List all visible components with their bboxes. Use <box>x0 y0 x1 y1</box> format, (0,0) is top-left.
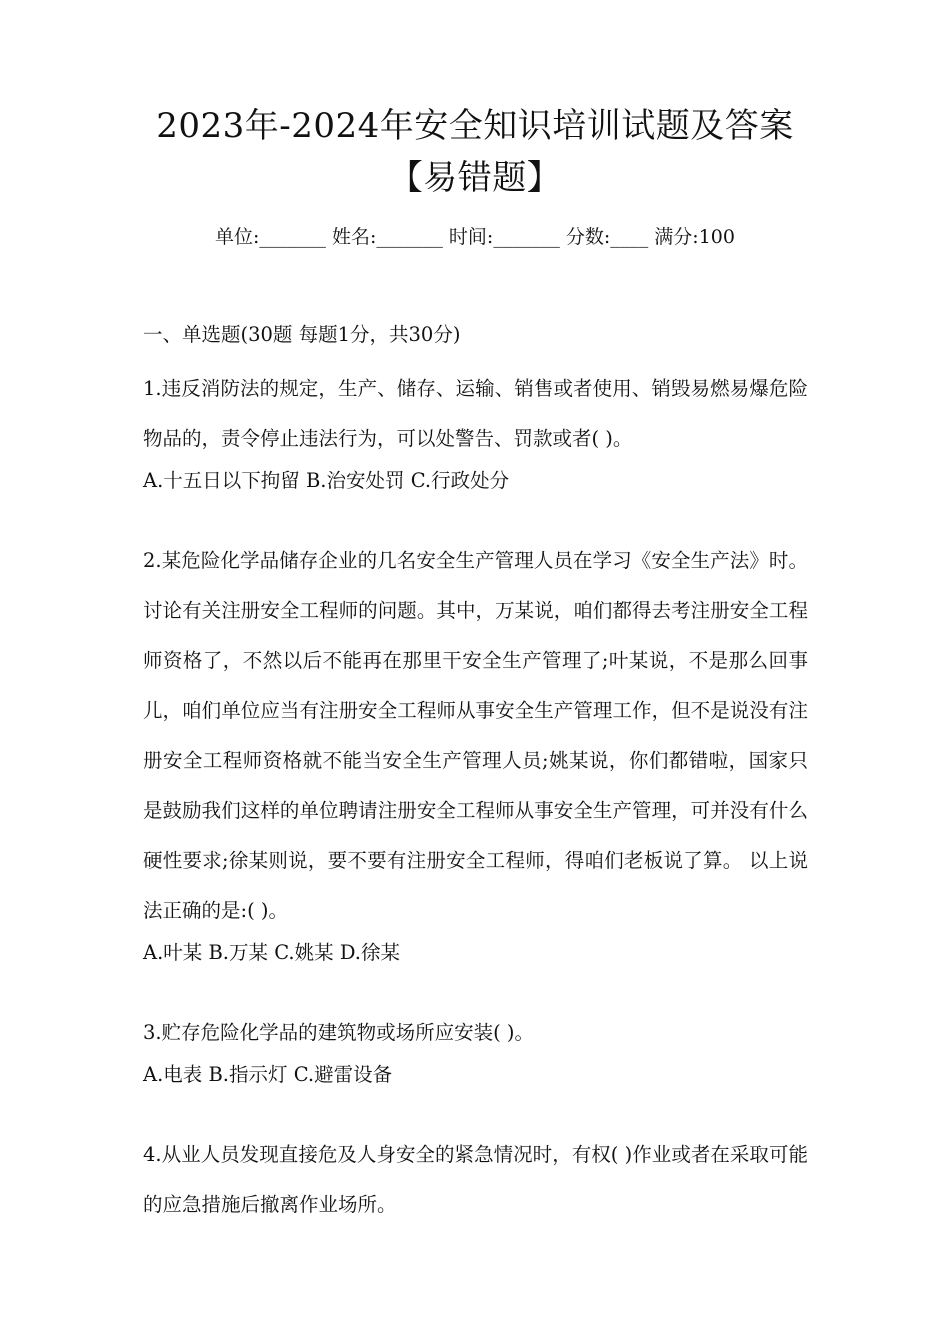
question-text: 2.某危险化学品储存企业的几名安全生产管理人员在学习《安全生产法》时。讨论有关注册安全工程师的问题。其中，万某说，咱们都得去考注册安全工程师资格了，不然以后不能再在那里干安全生产管理了;叶某说，不是那么回事儿，咱们单位应当有注册安全工程师从事安全生产管理工作，但不是说没有注册安全工程师资格就不能当安全生产管理人员;姚某说，你们都错啦，国家只是鼓励我们这样的单位聘请注册安全工程师从事安全生产管理，可并没有什么硬性要求;徐某则说，要不要有注册安全工程师，得咱们老板说了算。 以上说法正确的是:( )。 <box>143 549 808 922</box>
section-heading: 一、单选题(30题 每题1分，共30分) <box>143 323 461 346</box>
title-line-1: 2023年-2024年安全知识培训试题及答案 <box>156 106 794 146</box>
question-options: A.电表 B.指示灯 C.避雷设备 <box>143 1063 393 1086</box>
title-line-2: 【易错题】 <box>388 158 562 198</box>
question-4 <box>143 1130 808 1230</box>
question-text: 1.违反消防法的规定，生产、储存、运输、销售或者使用、销毁易燃易爆危险物品的，责令停止违法行为，可以处警告、罚款或者( )。 <box>143 377 808 450</box>
question-2 <box>143 536 808 970</box>
question-1 <box>143 364 808 498</box>
question-options: A.叶某 B.万某 C.姚某 D.徐某 <box>143 941 400 964</box>
document-body <box>143 318 808 1240</box>
question-text: 4.从业人员发现直接危及人身安全的紧急情况时，有权( )作业或者在采取可能的应急措施后撤离作业场所。 <box>143 1143 808 1216</box>
question-options: A.十五日以下拘留 B.治安处罚 C.行政处分 <box>143 469 510 492</box>
exam-info-line: 单位:_______ 姓名:_______ 时间:_______ 分数:____ 满分:100 <box>215 226 735 248</box>
question-3 <box>143 1008 808 1092</box>
document-title <box>0 100 950 204</box>
question-text: 3.贮存危险化学品的建筑物或场所应安装( )。 <box>143 1021 535 1044</box>
